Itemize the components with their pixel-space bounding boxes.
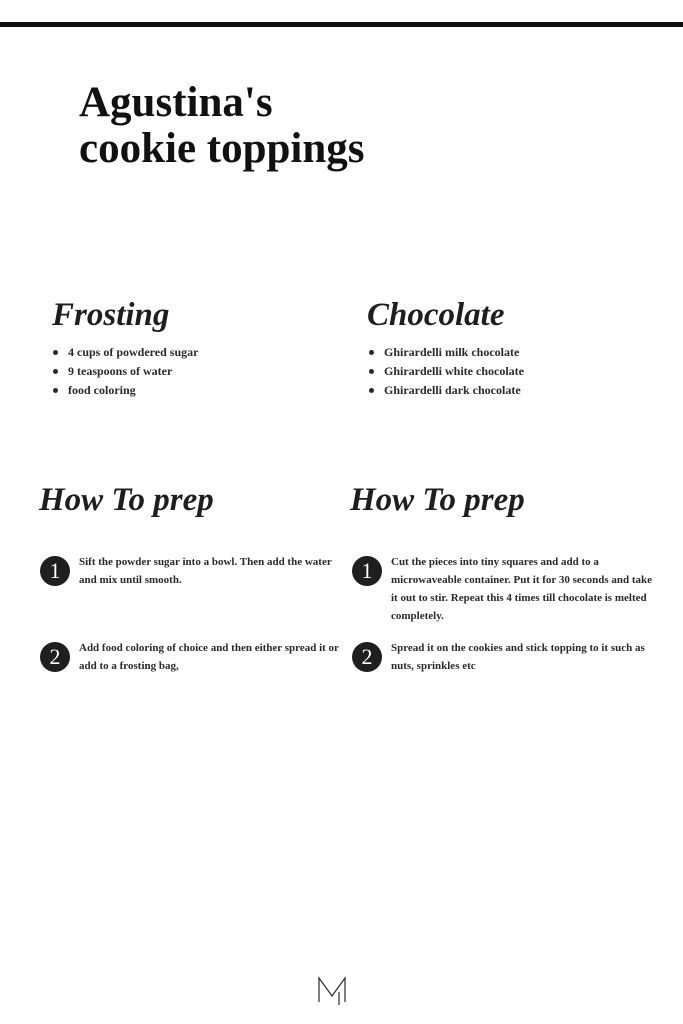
list-item: Ghirardelli white chocolate xyxy=(368,362,524,381)
prep-right-heading: How To prep xyxy=(350,482,525,518)
page-title xyxy=(79,80,365,172)
step-text: Add food coloring of choice and then either spread it or add to a frosting bag, xyxy=(79,642,339,672)
list-item: Ghirardelli milk chocolate xyxy=(368,343,524,362)
list-item: 4 cups of powdered sugar xyxy=(52,343,198,362)
step-number-badge: 1 xyxy=(40,556,70,586)
list-item: 9 teaspoons of water xyxy=(52,362,198,381)
top-rule xyxy=(0,22,683,27)
step-number-badge: 2 xyxy=(40,642,70,672)
monogram-logo-icon xyxy=(317,975,347,1005)
title-line-2: cookie toppings xyxy=(79,125,365,172)
frosting-heading: Frosting xyxy=(52,297,170,333)
chocolate-heading: Chocolate xyxy=(367,297,505,333)
step-text: Spread it on the cookies and stick topping to it such as nuts, sprinkles etc xyxy=(391,642,645,672)
step-text: Sift the powder sugar into a bowl. Then add the water and mix until smooth. xyxy=(79,556,332,586)
step-number-badge: 1 xyxy=(352,556,382,586)
list-item: Ghirardelli dark chocolate xyxy=(368,381,524,400)
frosting-list xyxy=(52,343,198,400)
title-line-1: Agustina's xyxy=(79,79,273,126)
step-number-badge: 2 xyxy=(352,642,382,672)
step-text: Cut the pieces into tiny squares and add to a microwaveable container. Put it for 30 seconds and take it out to stir. Repeat this 4 times till chocolate is melted completely. xyxy=(391,556,653,622)
list-item: food coloring xyxy=(52,381,198,400)
chocolate-list xyxy=(368,343,524,400)
prep-left-heading: How To prep xyxy=(39,482,214,518)
